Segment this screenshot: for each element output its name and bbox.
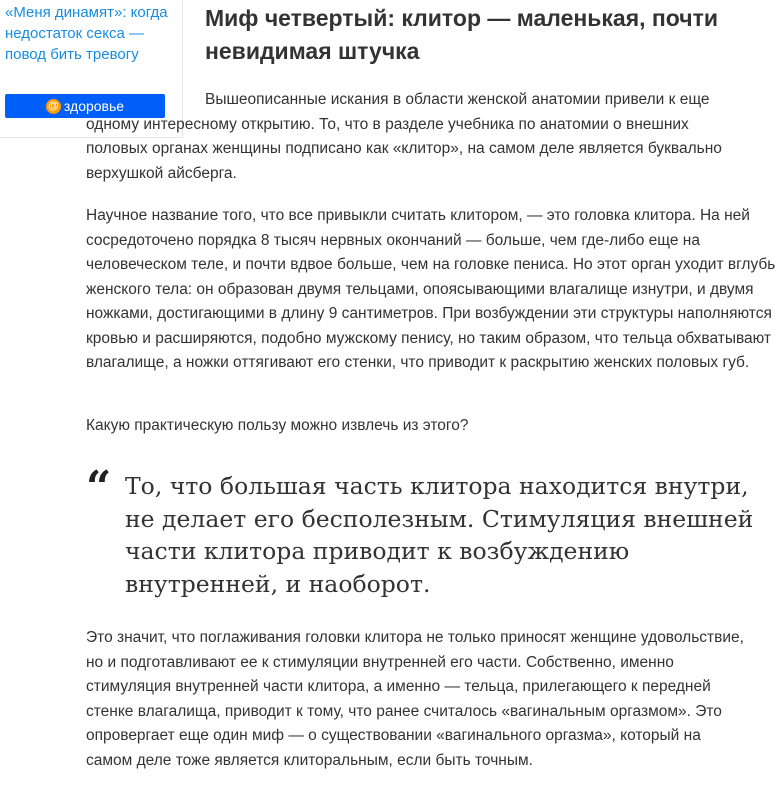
at-sign-icon: @ xyxy=(46,99,61,114)
article-paragraph: Вышеописанные искания в области женской анатомии привели к еще одному интересному открытию. То, что в разделе учебника по анатомии о внешних половых органах женщины подписано как «клитор», на самом деле является буквально верхушкой айсберга. xyxy=(86,91,722,182)
related-article-link[interactable]: «Меня динамят»: когда недостаток секса — повод бить тревогу xyxy=(5,4,168,63)
article-paragraph: Научное название того, что все привыкли считать клитором, — это головка клитора. На ней сосредоточено порядка 8 тысяч нервных окончаний — больше, чем где-либо еще на человеческом теле, и почти вдвое больше, чем на головке пениса. Но этот орган уходит вглубь женского тела: он образован двумя тельцами, опоясывающими влагалище изнутри, и двумя ножками, достигающими в длину 9 сантиметров. При возбуждении эти структуры наполняются кровью и расширяются, подобно мужскому пенису, но таким образом, что тельца обхватывают влагалище, а ножки оттягивают его стенки, что приводит к раскрытию женских половых губ. xyxy=(86,207,776,371)
article-paragraph: Это значит, что поглаживания головки клитора не только приносят женщине удовольствие, но и подготавливают ее к стимуляции внутренней его части. Собственно, именно стимуляция внутренней части клитора, а именно — тельца, прилегающего к передней стенке влагалища, приводит к тому, что ранее считалось «вагинальным оргазмом». Это опровергает еще один миф — о существовании «вагинального оргазма», который на самом деле тоже является клиторальным, если быть точным. xyxy=(86,629,744,769)
quote-mark-icon: “ xyxy=(86,462,112,513)
section-heading: Миф четвертый: клитор — маленькая, почти невидимая штучка xyxy=(205,5,719,64)
pull-quote: То, что большая часть клитора находится внутри, не делает его бесполезным. Стимуляция внешней части клитора приводит к возбуждению внутренней, и наоборот. xyxy=(125,472,754,598)
health-section-label: здоровье xyxy=(63,98,125,114)
article-paragraph: Какую практическую пользу можно извлечь из этого? xyxy=(86,417,469,434)
